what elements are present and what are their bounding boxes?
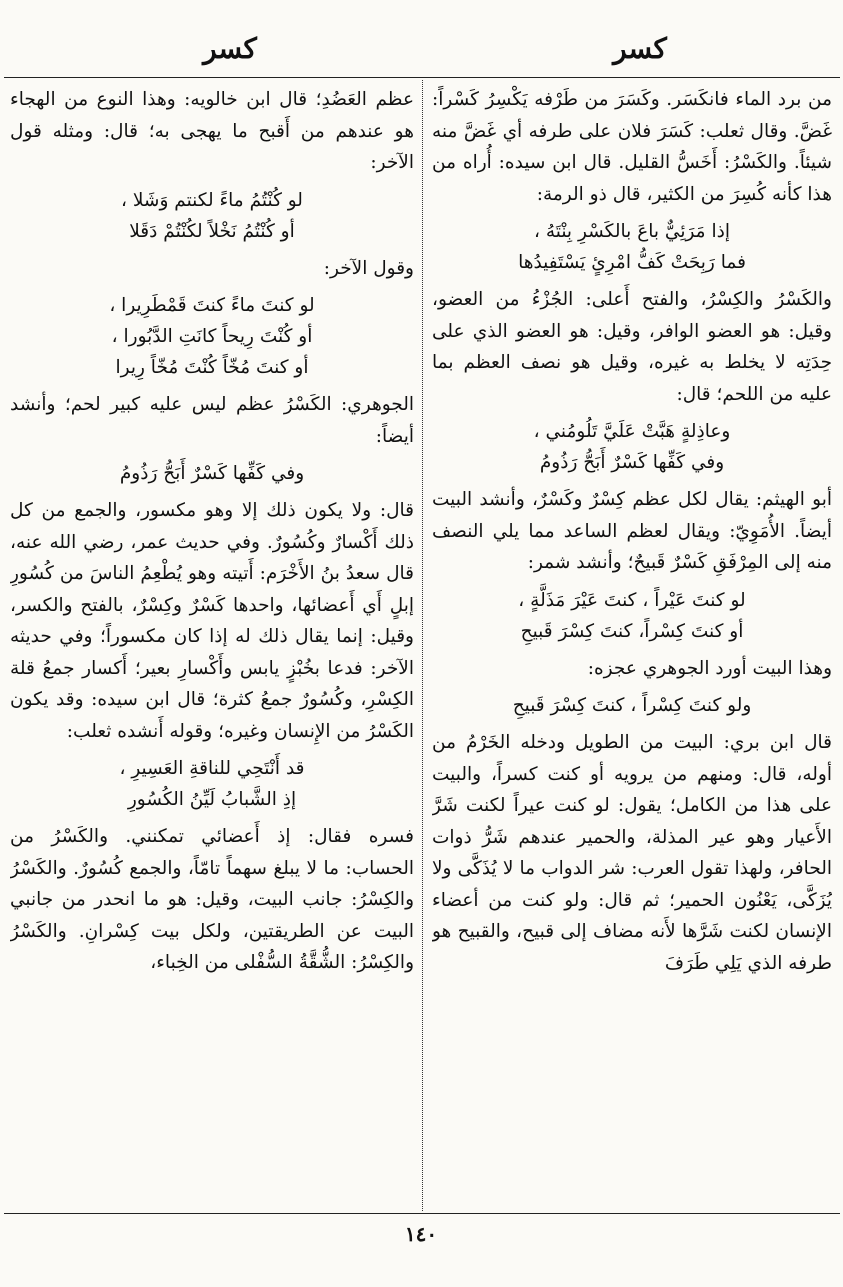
poetry-verse [432, 585, 832, 647]
verse-line: أو كنتَ كِسْراً، كنتَ كِسْرَ قَبيحِ [520, 620, 744, 642]
verse-line: أو كُنْتَ رِيحاً كانَتِ الدَّبُورا ، [111, 326, 313, 347]
poetry-verse [10, 753, 414, 815]
poetry-verse [10, 185, 414, 247]
running-header-left: كسر [203, 32, 257, 65]
poetry-verse [10, 290, 414, 383]
poetry-verse [432, 216, 832, 278]
verse-line: لو كنتَ عَيْراً ، كنتَ عَيْرَ مَذَلَّةٍ ، [518, 589, 746, 611]
verse-line: أو كنتَ مُخّاً كُنْتَ مُخّاً رِيرا [115, 357, 309, 378]
left-column [10, 84, 414, 1208]
column-divider [422, 80, 423, 1211]
entry-paragraph: فسره فقال: إذ أَعضائي تمكنني. والكَسْرُ من الحساب: ما لا يبلغ سهماً تامّاً، والجمع كُسُورٌ. والكَسْرُ والكِسْرُ: جانب البيت، وقيل: هو ما انحدر من جانبي البيت عن الطريقتين، ولكل بيت كِسْرانِ. والكَسْرُ والكِسْرُ: الشُّقَّةُ السُّفْلى من الخِباء، [10, 826, 414, 973]
entry-paragraph: الجوهري: الكَسْرُ عظم ليس عليه كبير لحم؛ وأنشد أيضاً: [10, 394, 414, 447]
entry-paragraph: وهذا البيت أورد الجوهري عجزه: [587, 657, 832, 679]
poetry-verse [432, 416, 832, 478]
running-header-right: كسر [613, 32, 667, 65]
bottom-rule [4, 1213, 840, 1214]
entry-paragraph: وقول الآخر: [323, 257, 414, 279]
entry-paragraph: قال ابن بري: البيت من الطويل ودخله الخَرْمُ من أوله، قال: ومنهم من يرويه أو كنت كسراً، والبيت على هذا من الكامل؛ يقول: لو كنت عيراً لكنت شَرَّ الأَعيار وهو عير المذلة، والحمير عندهم شَرُّ ذوات الحافر، ولهذا تقول العرب: شر الدواب ما لا يُذَكَّى ولا يُزَكَّى، يَعْنُون الحمير؛ ثم قال: ولو كنت من أعضاء الإنسان لكنت شَرَّها لأَنه مضاف إلى قبيح، والقبيح هو طرفه الذي يَلِي طَرَفَ [432, 732, 832, 974]
entry-paragraph: أبو الهيثم: يقال لكل عظم كِسْرٌ وكَسْرٌ، وأنشد البيت أيضاً. الأُمَوِيّ: ويقال لعظم الساعد مما يلي النصف منه إلى المِرْفَقِ كَسْرٌ قَبيحٌ؛ وأنشد شمر: [432, 489, 832, 573]
page-number: ١٤٠ [404, 1222, 438, 1246]
verse-line: لو كُنْتُمُ ماءً لكنتم وَشَلا ، [121, 189, 303, 211]
verse-line: أو كُنْتُمُ نَخْلاً لكُنْتُمْ دَقَلا [129, 220, 295, 242]
verse-line: وفي كَفِّها كَسْرٌ أَبَحُّ رَذُومُ [539, 452, 725, 473]
verse-line: وعاذِلةٍ هَبَّتْ عَلَيَّ تَلُومُني ، [533, 421, 731, 442]
verse-line: فما رَبِحَتْ كَفُّ امْرِئٍ يَسْتَفِيدُها [518, 252, 746, 273]
verse-line: إذِ الشَّبابُ لَيِّنُ الكُسُورِ [127, 789, 297, 810]
entry-paragraph: من برد الماء فانكَسَر. وكَسَرَ من طَرْفه يَكْسِرُ كَسْراً: غَضَّ. وقال ثعلب: كَسَرَ فلان على طرفه أي غَضَّ منه شيئاً. والكَسْرُ: أَخَسُّ القليل. قال ابن سيده: أُراه من هذا كأنه كُسِرَ من الكثير، قال ذو الرمة: [432, 89, 832, 205]
verse-line: قد أَنْتَحِي للناقةِ العَسِيرِ ، [119, 758, 305, 779]
entry-paragraph: عظم العَضُدِ؛ قال ابن خالويه: وهذا النوع من الهجاء هو عندهم من أَقبح ما يهجى به؛ قال: ومثله قول الآخر: [10, 89, 414, 173]
poetry-verse [432, 690, 832, 721]
right-column [432, 84, 832, 1208]
verse-line: لو كنتَ ماءً كنتَ قَمْطَرِيرا ، [109, 295, 315, 316]
entry-paragraph: قال: ولا يكون ذلك إلا وهو مكسور، والجمع من كل ذلك أَكْسارٌ وكُسُورٌ. وفي حديث عمر، رضي الله عنه، قال سعدُ بنُ الأَخْرَم: أَتيته وهو يُطْعِمُ الناسَ من كُسُورِ إبلٍ أَي أَعضائها، واحدها كَسْرٌ وكِسْرٌ، بالفتح والكسر، وقيل: إنما يقال ذلك له إذا كان مكسوراً؛ وفي حديثه الآخر: فدعا بخُبْزٍ يابس وأَكْسارِ بعير؛ أَكسار جمعُ قلة الكِسْرِ، وكُسُورٌ جمعُ كثرة؛ قال ابن سيده: وقد يكون الكَسْرُ من الإِنسان وغيره؛ وقوله أَنشده ثعلب: [10, 500, 414, 742]
verse-line: وفي كَفِّها كَسْرٌ أَبَحُّ رَذُومُ [119, 463, 305, 484]
top-rule [4, 77, 840, 78]
verse-line: ولو كنتَ كِسْراً ، كنتَ كِسْرَ قَبيحِ [512, 695, 752, 716]
verse-line: إذا مَرَئِيٌّ باعَ بالكَسْرِ بِنْتَهُ ، [534, 221, 730, 242]
entry-paragraph: والكَسْرُ والكِسْرُ، والفتح أَعلى: الجُزْءُ من العضو، وقيل: هو العضو الوافر، وقيل: هو العضو الذي على حِدَتِه لا يخلط به غيره، وقيل هو نصف العظم بما عليه من اللحم؛ قال: [432, 289, 832, 405]
poetry-verse [10, 458, 414, 489]
